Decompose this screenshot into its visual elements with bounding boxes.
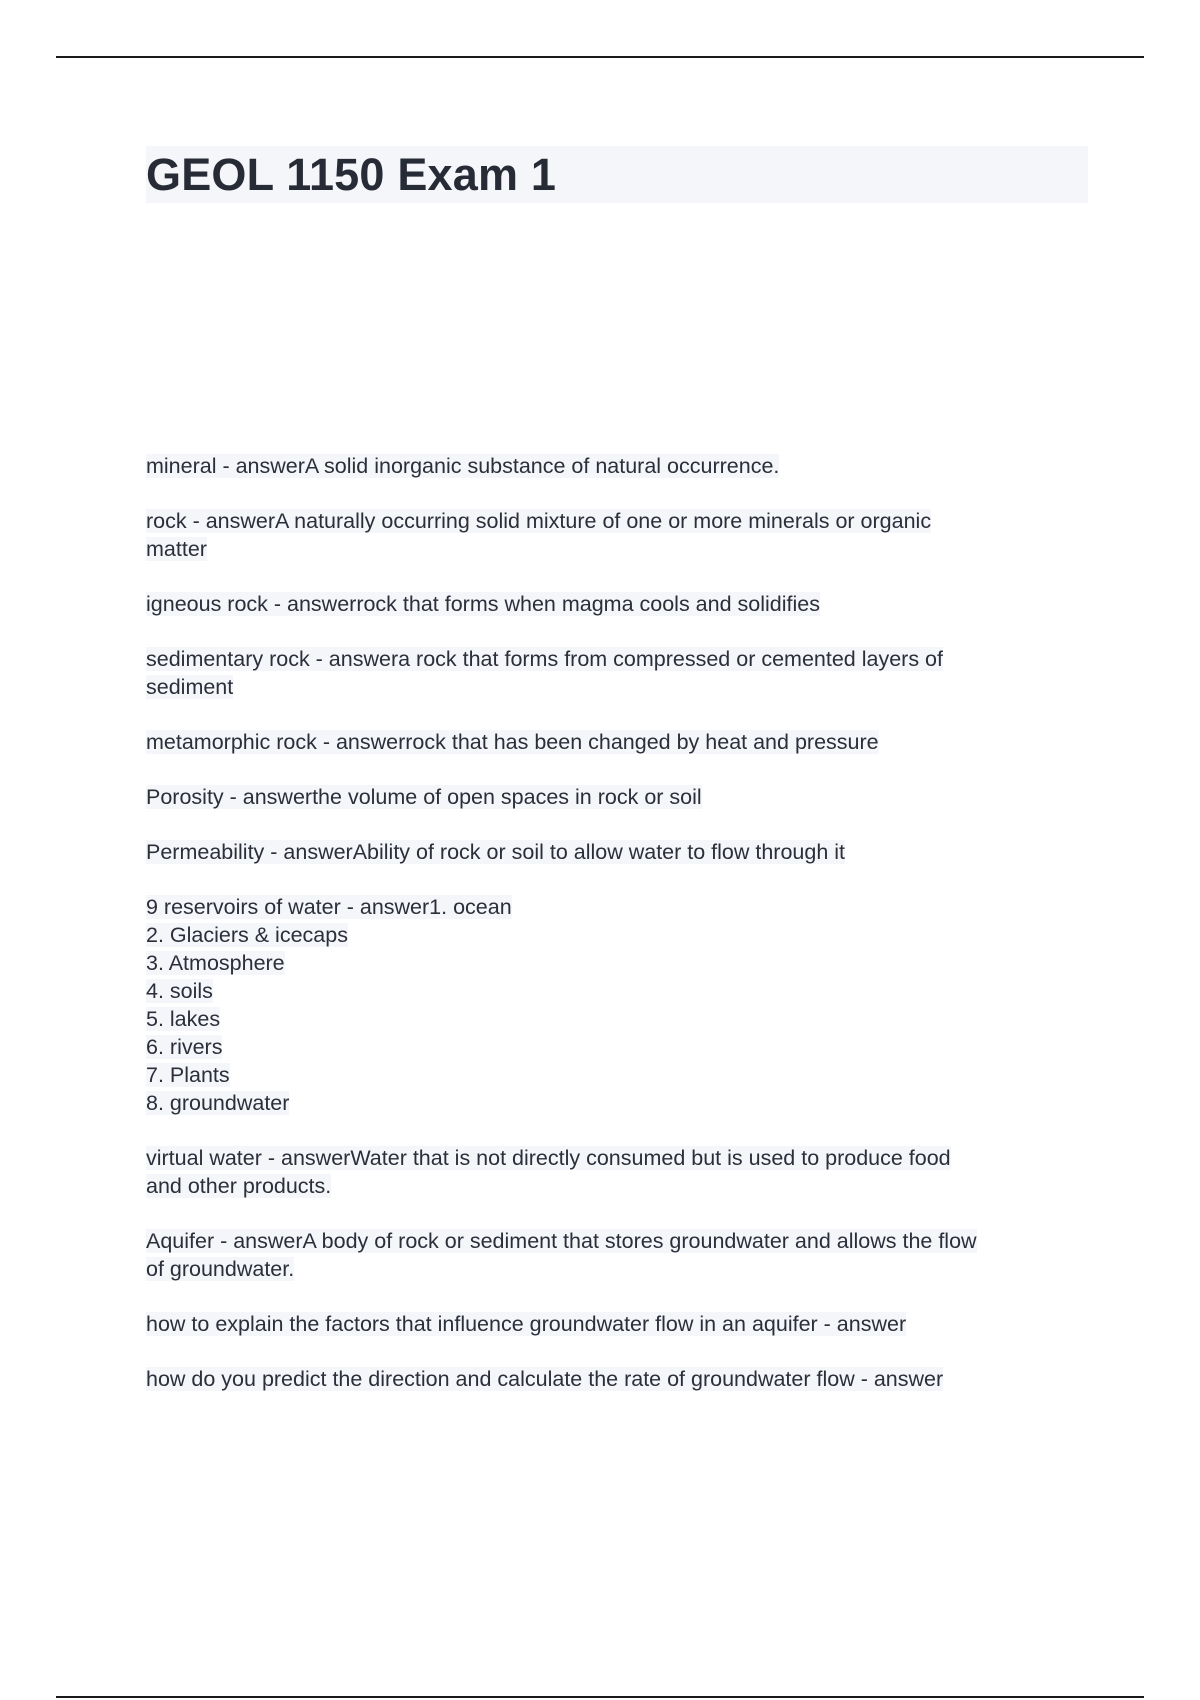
page-title: GEOL 1150 Exam 1 bbox=[146, 149, 557, 200]
flashcard-text: how do you predict the direction and calculate the rate of groundwater flow - answer bbox=[146, 1367, 944, 1391]
flashcard-entry bbox=[146, 1227, 1096, 1283]
flashcard-list bbox=[146, 452, 1096, 1420]
flashcard-entry bbox=[146, 507, 1096, 563]
flashcard-entry bbox=[146, 783, 1096, 811]
flashcard-text: mineral - answerA solid inorganic substance of natural occurrence. bbox=[146, 454, 780, 478]
flashcard-entry bbox=[146, 1310, 1096, 1338]
flashcard-entry bbox=[146, 645, 1096, 701]
header-rule bbox=[56, 56, 1144, 58]
flashcard-text: how to explain the factors that influence groundwater flow in an aquifer - answer bbox=[146, 1312, 907, 1336]
flashcard-entry bbox=[146, 838, 1096, 866]
flashcard-entry bbox=[146, 452, 1096, 480]
flashcard-entry bbox=[146, 1144, 1096, 1200]
flashcard-text: sedimentary rock - answera rock that forms from compressed or cemented layers of sediment bbox=[146, 647, 943, 699]
flashcard-text: igneous rock - answerrock that forms when magma cools and solidifies bbox=[146, 592, 820, 616]
flashcard-text: Aquifer - answerA body of rock or sediment that stores groundwater and allows the flow of groundwater. bbox=[146, 1229, 977, 1281]
footer-rule bbox=[56, 1696, 1144, 1698]
flashcard-text: Permeability - answerAbility of rock or soil to allow water to flow through it bbox=[146, 840, 846, 864]
flashcard-text: metamorphic rock - answerrock that has been changed by heat and pressure bbox=[146, 730, 879, 754]
flashcard-entry bbox=[146, 893, 1096, 1117]
flashcard-text: rock - answerA naturally occurring solid mixture of one or more minerals or organic matter bbox=[146, 509, 932, 561]
flashcard-entry bbox=[146, 728, 1096, 756]
flashcard-text: virtual water - answerWater that is not directly consumed but is used to produce food and other products. bbox=[146, 1146, 951, 1198]
flashcard-entry bbox=[146, 1365, 1096, 1393]
flashcard-text: 9 reservoirs of water - answer1. ocean 2. Glaciers & icecaps 3. Atmosphere 4. soils 5. lakes 6. rivers 7. Plants 8. groundwater bbox=[146, 895, 512, 1115]
flashcard-text: Porosity - answerthe volume of open spaces in rock or soil bbox=[146, 785, 702, 809]
flashcard-entry bbox=[146, 590, 1096, 618]
